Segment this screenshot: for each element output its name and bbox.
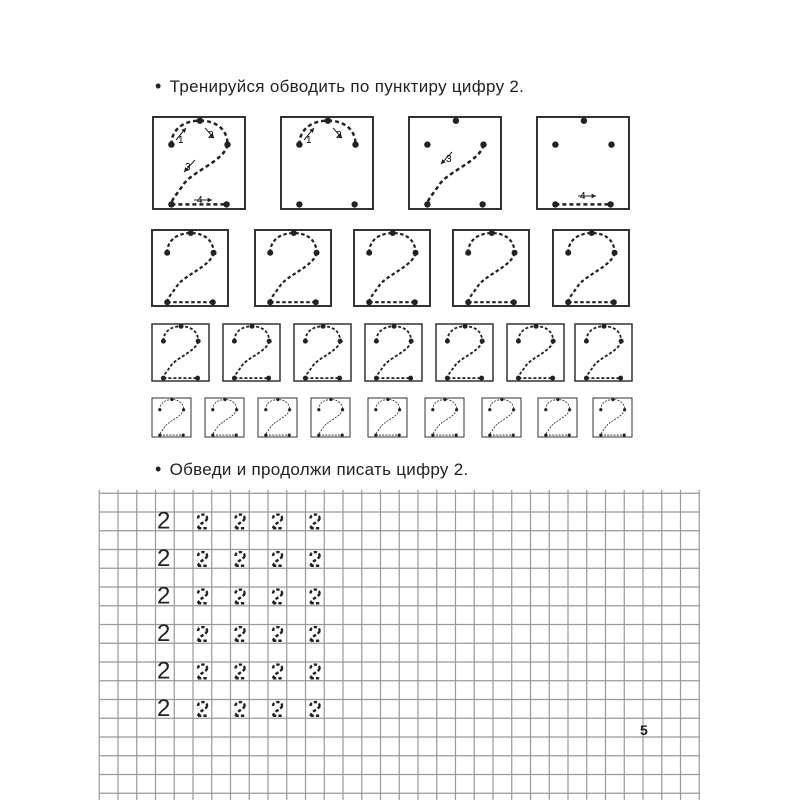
guide-dot xyxy=(182,408,185,411)
guide-dot xyxy=(223,201,229,207)
guide-dot xyxy=(188,230,194,236)
guide-dot xyxy=(267,299,273,305)
guide-dot xyxy=(552,201,558,207)
guide-dot xyxy=(338,339,343,344)
guide-dot xyxy=(512,250,518,256)
guide-dot xyxy=(161,339,166,344)
guide-dot xyxy=(556,398,559,401)
dashed-digit-2 xyxy=(376,326,411,378)
guide-dot xyxy=(314,250,320,256)
guide-dot xyxy=(386,398,389,401)
tracing-box xyxy=(255,230,331,306)
step-label-1: 1 xyxy=(178,135,184,146)
dashed-digit-2 xyxy=(305,326,340,378)
guide-dot xyxy=(611,299,617,305)
guide-dot xyxy=(374,433,377,436)
guide-dot xyxy=(250,324,255,329)
guide-dot xyxy=(443,398,446,401)
guide-dot xyxy=(465,299,471,305)
dashed-digit-2 xyxy=(198,515,207,529)
guide-dot xyxy=(158,408,161,411)
dashed-digit-2 xyxy=(160,400,184,435)
tracing-box xyxy=(205,398,244,437)
guide-dot xyxy=(235,433,238,436)
guide-dot xyxy=(158,433,161,436)
guide-dot xyxy=(512,408,515,411)
sample-digit: 2 xyxy=(157,695,171,722)
guide-dot xyxy=(480,339,485,344)
guide-dot xyxy=(196,339,201,344)
dashed-digit-2 xyxy=(234,326,269,378)
guide-dot xyxy=(211,250,217,256)
guide-dot xyxy=(164,250,170,256)
guide-dot xyxy=(341,433,344,436)
guide-dot xyxy=(612,250,618,256)
dashed-digit-2 xyxy=(427,145,483,205)
guide-dot xyxy=(599,408,602,411)
guide-dot xyxy=(398,433,401,436)
dashed-digit-2 xyxy=(270,233,316,302)
guide-dot xyxy=(232,376,237,381)
guide-dot xyxy=(581,117,587,123)
guide-dot xyxy=(568,433,571,436)
dashed-digit-2 xyxy=(273,702,282,716)
dashed-digit-2 xyxy=(601,400,625,435)
guide-dot xyxy=(291,230,297,236)
dashed-digit-2 xyxy=(376,400,400,435)
guide-dot xyxy=(465,250,471,256)
guide-dot xyxy=(197,117,203,123)
dashed-digit-2 xyxy=(319,400,343,435)
dashed-digit-2 xyxy=(273,665,282,679)
guide-dot xyxy=(267,339,272,344)
guide-dot xyxy=(211,433,214,436)
guide-dot xyxy=(584,339,589,344)
guide-dot xyxy=(534,324,539,329)
guide-dot xyxy=(544,408,547,411)
guide-dot xyxy=(480,141,486,147)
tracing-box xyxy=(294,324,351,381)
guide-dot xyxy=(488,433,491,436)
dashed-digit-2 xyxy=(171,121,227,205)
dashed-digit-2 xyxy=(198,627,207,641)
dashed-digit-2 xyxy=(518,326,553,378)
guide-dot xyxy=(341,408,344,411)
dashed-digit-2 xyxy=(311,665,320,679)
guide-dot xyxy=(488,408,491,411)
guide-dot xyxy=(409,339,414,344)
sample-digit: 2 xyxy=(157,620,171,647)
guide-dot xyxy=(168,201,174,207)
step-label-2: 2 xyxy=(208,130,214,141)
dashed-digit-2 xyxy=(198,552,207,566)
tracing-rows xyxy=(152,230,632,437)
guide-dot xyxy=(611,398,614,401)
step-label-3: 3 xyxy=(185,162,191,173)
guide-dot xyxy=(317,408,320,411)
guide-dot xyxy=(374,376,379,381)
guide-dot xyxy=(453,117,459,123)
dashed-digit-2 xyxy=(586,326,621,378)
guide-dot xyxy=(374,339,379,344)
tracing-box xyxy=(258,398,297,437)
guide-dot xyxy=(623,433,626,436)
tracing-box xyxy=(553,230,629,306)
guide-dot xyxy=(398,408,401,411)
dashed-digit-2 xyxy=(546,400,570,435)
sample-digit: 2 xyxy=(157,582,171,610)
guide-dot xyxy=(352,141,358,147)
guide-dot xyxy=(599,433,602,436)
tracing-box xyxy=(453,230,529,306)
guide-dot xyxy=(431,433,434,436)
guide-dot xyxy=(516,339,521,344)
dashed-digit-2 xyxy=(236,665,245,679)
dashed-digit-2 xyxy=(213,400,237,435)
guide-dot xyxy=(303,339,308,344)
dashed-digit-2 xyxy=(273,515,282,529)
bullet: • xyxy=(155,76,162,96)
guide-dot xyxy=(589,230,595,236)
step-labels xyxy=(178,130,586,206)
guide-dot xyxy=(161,376,166,381)
guide-dot xyxy=(374,408,377,411)
guide-dot xyxy=(479,376,484,381)
guide-dot xyxy=(424,201,430,207)
guide-dot xyxy=(512,433,515,436)
guide-dot xyxy=(210,299,216,305)
stroke-order-row xyxy=(153,117,629,209)
dashed-digit-2 xyxy=(198,665,207,679)
guide-dot xyxy=(584,376,589,381)
guide-dot xyxy=(366,299,372,305)
step-label-2: 2 xyxy=(336,130,342,141)
dashed-digit-2 xyxy=(311,702,320,716)
guide-dot xyxy=(223,398,226,401)
dashed-digit-2 xyxy=(236,590,245,604)
dashed-digit-2 xyxy=(266,400,290,435)
instruction-text: Обведи и продолжи писать цифру 2. xyxy=(169,460,469,479)
guide-dot xyxy=(408,376,413,381)
grid-digits xyxy=(157,508,320,723)
tracing-box xyxy=(575,324,632,381)
guide-dot xyxy=(602,324,607,329)
tracing-box xyxy=(507,324,564,381)
guide-dot xyxy=(607,201,613,207)
dashed-digit-2 xyxy=(198,702,207,716)
tracing-box xyxy=(354,230,430,306)
guide-dot xyxy=(565,250,571,256)
tracing-box xyxy=(425,398,464,437)
tracing-box xyxy=(152,230,228,306)
guide-dot xyxy=(619,339,624,344)
guide-dot xyxy=(390,230,396,236)
tracing-box xyxy=(152,324,209,381)
guide-dot xyxy=(296,141,302,147)
guide-dot xyxy=(317,433,320,436)
dashed-digit-2 xyxy=(273,552,282,566)
guide-dot xyxy=(288,433,291,436)
guide-dot xyxy=(164,299,170,305)
dashed-digit-2 xyxy=(163,326,198,378)
step-label-4: 4 xyxy=(197,195,203,206)
dashed-digit-2 xyxy=(236,515,245,529)
guide-dot xyxy=(445,376,450,381)
dashed-digit-2 xyxy=(198,590,207,604)
step-label-3: 3 xyxy=(446,154,452,165)
tracing-box xyxy=(281,117,373,209)
guide-dot xyxy=(264,433,267,436)
dashed-digit-2 xyxy=(167,233,213,302)
guide-dot xyxy=(321,324,326,329)
dashed-digit-2 xyxy=(236,552,245,566)
guide-dot xyxy=(296,201,302,207)
dashed-digit-2 xyxy=(236,702,245,716)
dashed-digit-2 xyxy=(490,400,514,435)
dashed-digit-2 xyxy=(311,590,320,604)
guide-dot xyxy=(412,299,418,305)
page-number: 5 xyxy=(640,722,648,738)
guide-dot xyxy=(267,250,273,256)
guide-dot xyxy=(266,376,271,381)
sample-digit: 2 xyxy=(157,657,171,685)
guide-dot xyxy=(170,398,173,401)
step-label-4: 4 xyxy=(580,191,586,202)
guide-dot xyxy=(313,299,319,305)
guide-dot xyxy=(455,408,458,411)
tracing-box xyxy=(365,324,422,381)
tracing-box xyxy=(538,398,577,437)
dashed-digit-2 xyxy=(311,627,320,641)
dashed-digit-2 xyxy=(568,233,614,302)
guide-dot xyxy=(195,376,200,381)
dashed-digit-2 xyxy=(311,515,320,529)
step-label-1: 1 xyxy=(306,135,312,146)
guide-dot xyxy=(479,201,485,207)
dashed-digit-2 xyxy=(311,552,320,566)
guide-dot xyxy=(288,408,291,411)
guide-dot xyxy=(337,376,342,381)
guide-dot xyxy=(623,408,626,411)
guide-dot xyxy=(232,339,237,344)
tracing-box xyxy=(436,324,493,381)
dashed-digit-2 xyxy=(433,400,457,435)
instruction-text: Тренируйся обводить по пунктиру цифру 2. xyxy=(169,77,525,96)
tracing-box xyxy=(482,398,521,437)
tracing-box xyxy=(593,398,632,437)
guide-dot xyxy=(182,433,185,436)
bullet: • xyxy=(155,459,162,479)
guide-dot xyxy=(179,324,184,329)
guide-dot xyxy=(276,398,279,401)
guide-dot xyxy=(211,408,214,411)
guide-dot xyxy=(431,408,434,411)
guide-dot xyxy=(552,141,558,147)
guide-dot xyxy=(568,408,571,411)
guide-dot xyxy=(424,141,430,147)
tracing-box xyxy=(152,398,191,437)
dashed-digit-2 xyxy=(236,627,245,641)
guide-dot xyxy=(325,117,331,123)
guide-dot xyxy=(303,376,308,381)
guide-dot xyxy=(455,433,458,436)
dashed-digit-2 xyxy=(273,627,282,641)
sample-digit: 2 xyxy=(157,545,171,572)
guide-dot xyxy=(565,299,571,305)
guide-dot xyxy=(392,324,397,329)
guide-dot xyxy=(168,141,174,147)
dashed-digit-2 xyxy=(447,326,482,378)
dashed-digit-2 xyxy=(468,233,514,302)
tracing-box xyxy=(223,324,280,381)
dashed-digit-2 xyxy=(273,590,282,604)
guide-dot xyxy=(500,398,503,401)
guide-dot xyxy=(551,339,556,344)
guide-dot xyxy=(463,324,468,329)
tracing-box xyxy=(409,117,501,209)
guide-dot xyxy=(516,376,521,381)
guide-dot xyxy=(544,433,547,436)
guide-dot xyxy=(224,141,230,147)
guide-dot xyxy=(366,250,372,256)
guide-dot xyxy=(618,376,623,381)
guide-dot xyxy=(550,376,555,381)
dashed-digit-2 xyxy=(369,233,415,302)
grid-paper xyxy=(99,490,700,800)
guide-dot xyxy=(608,141,614,147)
guide-dot xyxy=(413,250,419,256)
guide-dot xyxy=(235,408,238,411)
guide-dot xyxy=(329,398,332,401)
guide-dot xyxy=(351,201,357,207)
sample-digit: 2 xyxy=(157,507,171,535)
tracing-box xyxy=(311,398,350,437)
guide-dot xyxy=(489,230,495,236)
tracing-box xyxy=(368,398,407,437)
guide-dot xyxy=(511,299,517,305)
guide-dot xyxy=(445,339,450,344)
guide-dot xyxy=(264,408,267,411)
